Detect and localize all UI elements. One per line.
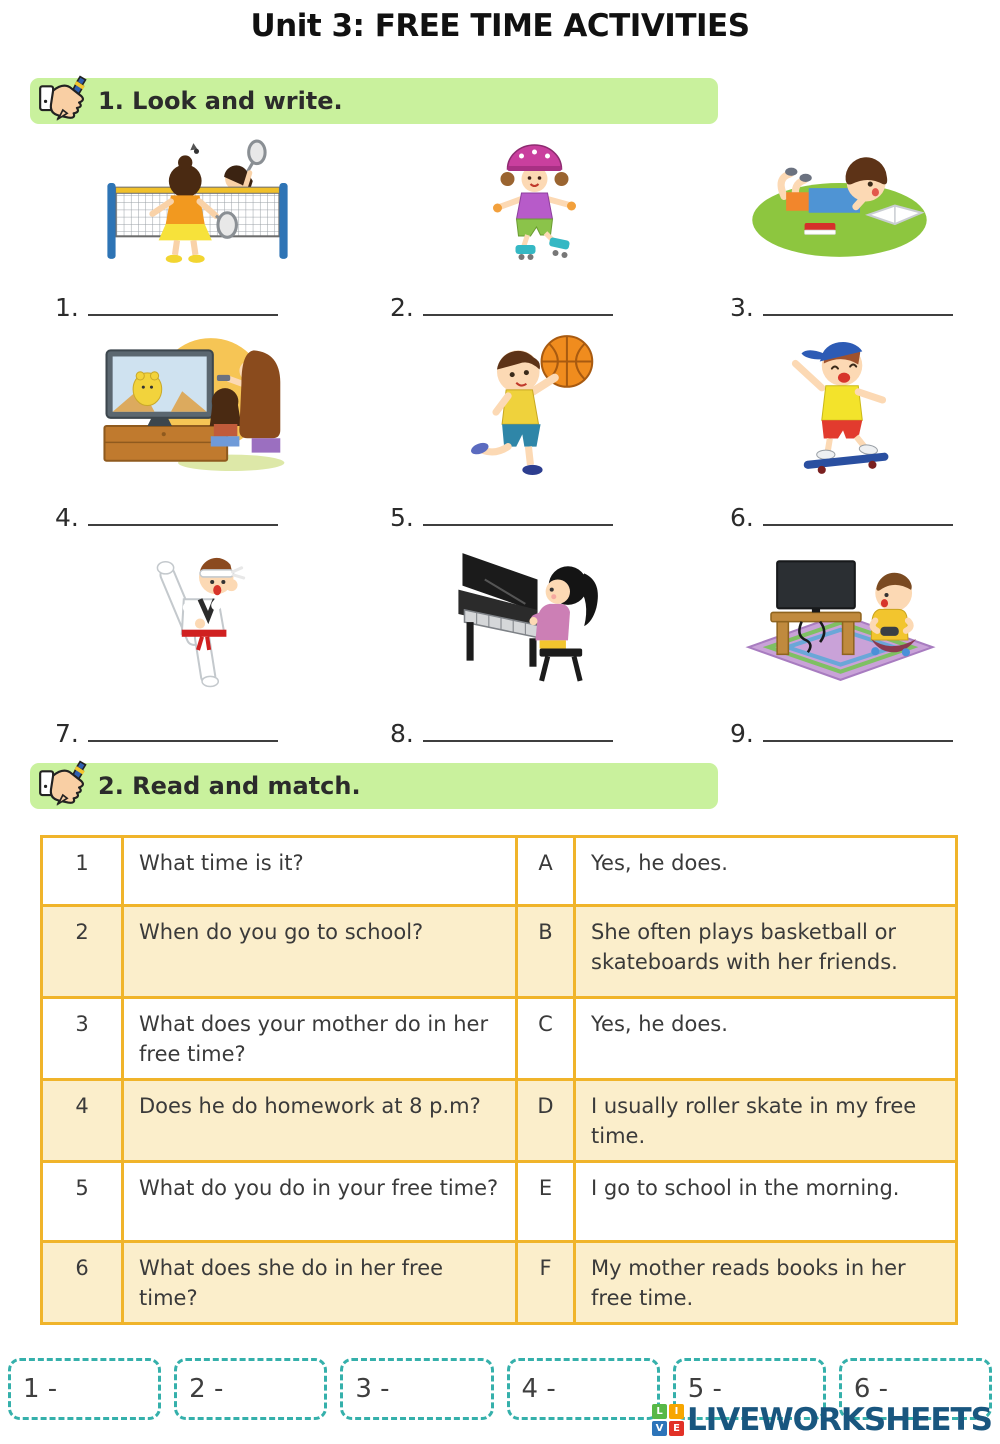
question-text: What time is it? [121,838,515,904]
logo-tile-v: V [652,1421,667,1436]
karate-illustration [30,530,365,702]
answer-text: My mother reads books in her free time. [573,1243,958,1322]
skateboarding-illustration [705,320,975,486]
answer-blank[interactable] [423,314,613,316]
activity-number: 9. [730,719,754,748]
answer-text: She often plays basketball or skateboards with her friends. [573,907,958,996]
match-answer-box-5[interactable]: 5 - [673,1358,826,1420]
table-row [43,1078,955,1160]
activity-number: 3. [730,293,754,322]
activity-cell-3 [705,128,975,320]
question-number: 2 [75,920,89,944]
watching-tv-illustration [30,320,365,486]
section-1-label: 1. Look and write. [98,87,343,115]
activity-number: 7. [55,719,79,748]
activity-number: 1. [55,293,79,322]
question-number: 4 [75,1094,89,1118]
match-answer-box-6[interactable]: 6 - [839,1358,992,1420]
answer-text: Yes, he does. [573,999,958,1078]
answer-blank[interactable] [763,524,953,526]
activity-cell-9 [705,530,975,746]
piano-illustration [365,530,705,702]
question-text: What does she do in her free time? [121,1243,515,1322]
section-1-header [30,78,718,124]
answer-letter: A [515,838,573,904]
match-table [40,835,958,1325]
video-games-illustration [705,530,975,702]
answer-letter: C [515,999,573,1078]
activity-cell-7 [30,530,365,746]
liveworksheets-logo-icon [652,1404,684,1436]
activity-cell-5 [365,320,705,530]
answer-blank[interactable] [88,524,278,526]
activity-cell-6 [705,320,975,530]
activity-number: 2. [390,293,414,322]
section-2-label: 2. Read and match. [98,772,361,800]
answer-blank[interactable] [423,740,613,742]
table-row [43,1160,955,1240]
activities-grid [30,128,975,746]
answer-letter: B [515,907,573,996]
activity-cell-4 [30,320,365,530]
question-number: 1 [75,851,89,875]
activity-cell-8 [365,530,705,746]
answer-blank[interactable] [423,524,613,526]
answer-letter: E [515,1163,573,1240]
activity-cell-1 [30,128,365,320]
activity-number: 5. [390,503,414,532]
question-number: 6 [75,1256,89,1280]
table-row [43,996,955,1078]
liveworksheets-logo[interactable] [652,1398,992,1442]
question-number: 3 [75,1012,89,1036]
activity-number: 8. [390,719,414,748]
section-2-header [30,763,718,809]
activity-cell-2 [365,128,705,320]
logo-tile-i: I [669,1404,684,1419]
writing-hand-icon [38,755,92,807]
logo-tile-e: E [669,1421,684,1436]
answer-letter: F [515,1243,573,1322]
answer-blank[interactable] [88,740,278,742]
table-row [43,1240,955,1322]
answer-text: Yes, he does. [573,838,958,904]
match-answer-box-4[interactable]: 4 - [507,1358,660,1420]
match-answer-box-2[interactable]: 2 - [174,1358,327,1420]
logo-tile-l: L [652,1404,667,1419]
question-text: When do you go to school? [121,907,515,996]
match-answer-box-3[interactable]: 3 - [340,1358,493,1420]
answer-blank[interactable] [88,314,278,316]
answer-blank[interactable] [763,314,953,316]
writing-hand-icon [38,70,92,122]
roller-skating-illustration [365,128,705,276]
question-number: 5 [75,1176,89,1200]
reading-illustration [705,128,975,276]
question-text: What does your mother do in her free time? [121,999,515,1078]
match-answer-box-1[interactable]: 1 - [8,1358,161,1420]
answer-text: I go to school in the morning. [573,1163,958,1240]
liveworksheets-logo-text: LIVEWORKSHEETS [687,1402,992,1438]
activity-number: 6. [730,503,754,532]
answer-letter: D [515,1081,573,1160]
basketball-illustration [365,320,705,486]
table-row [43,838,955,904]
answer-blank[interactable] [763,740,953,742]
question-text: Does he do homework at 8 p.m? [121,1081,515,1160]
activity-number: 4. [55,503,79,532]
answer-text: I usually roller skate in my free time. [573,1081,958,1160]
page-title: Unit 3: FREE TIME ACTIVITIES [250,8,750,44]
badminton-illustration [30,128,365,276]
table-row [43,904,955,996]
question-text: What do you do in your free time? [121,1163,515,1240]
